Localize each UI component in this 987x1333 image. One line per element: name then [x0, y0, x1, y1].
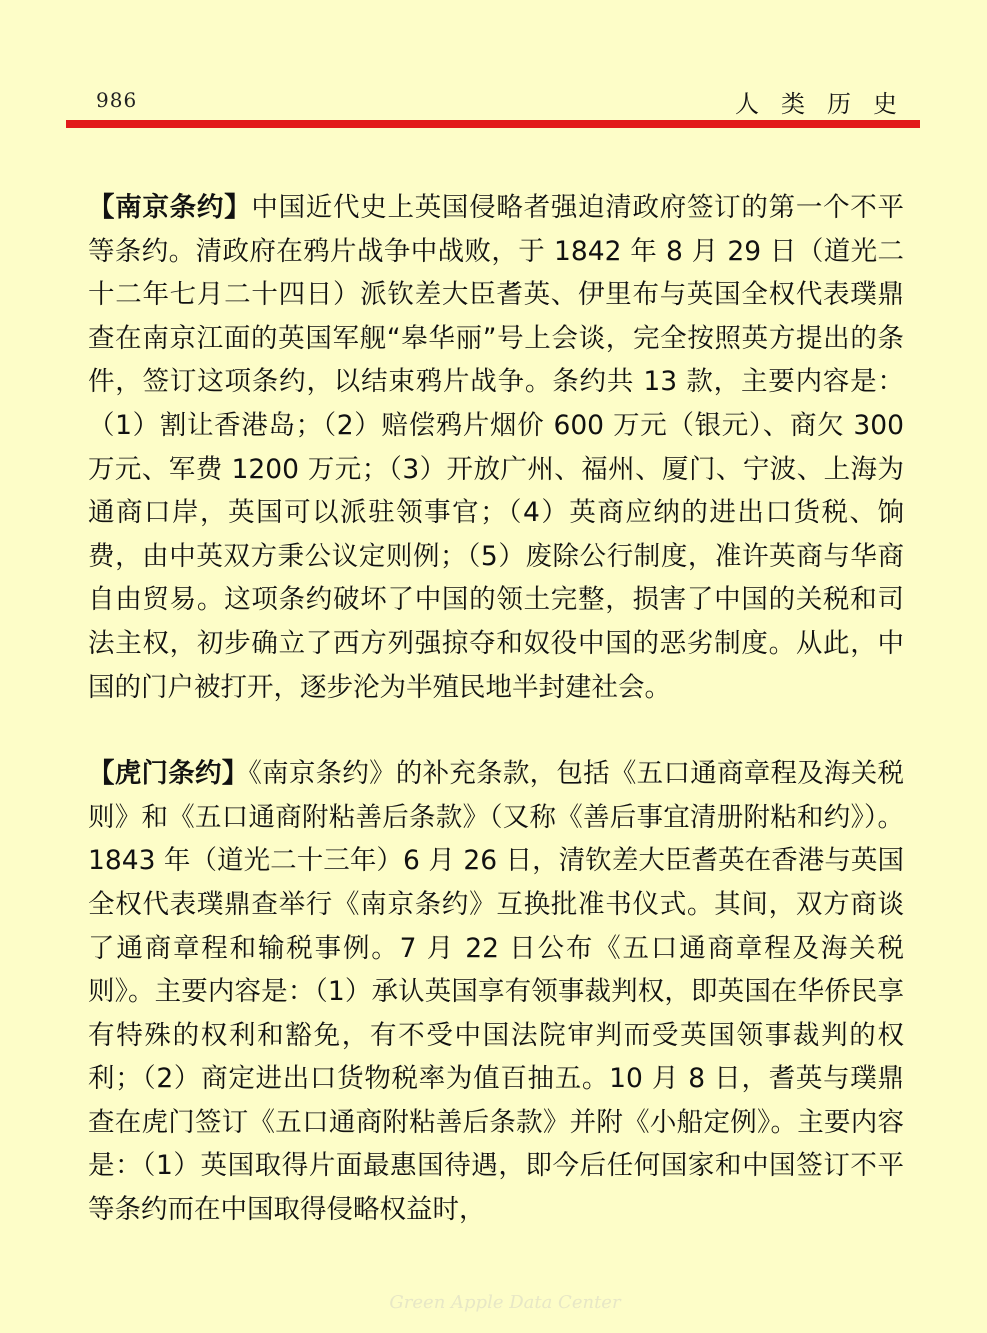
watermark: Green Apple Data Center [389, 1292, 621, 1313]
entry-nanjing-treaty [88, 186, 904, 709]
entry-term: 【南京条约】 [88, 192, 252, 223]
entry-term: 【虎门条约】 [88, 758, 249, 790]
entry-text: 《南京条约》的补充条款，包括《五口通商章程及海关税则》和《五口通商附粘善后条款》（又称《善后事宜清册附粘和约》）。1843 年（道光二十三年）6 月 26 日，清钦差大臣耆英在香港与英国全权代表璞鼎查举行《南京条约》互换批准书仪式。其间，双方商谈了通商章程和输税事例。7 月 22 日公布《五口通商章程及海关税则》。主要内容是：（1）承认英国享有领事裁判权，即英国在华侨民享有特殊的权利和豁免，有不受中国法院审判而受英国领事裁判的权利；（2）商定进出口货物税率为值百抽五。10 月 8 日，耆英与璞鼎查在虎门签订《五口通商附粘善后条款》并附《小船定例》。主要内容是：（1）英国取得片面最惠国待遇，即今后任何国家和中国签订不平等条约而在中国取得侵略权益时， [88, 758, 905, 1226]
page-number: 986 [96, 88, 138, 112]
entry-text: 中国近代史上英国侵略者强迫清政府签订的第一个不平等条约。清政府在鸦片战争中战败，于 1842 年 8 月 29 日（道光二十二年七月二十四日）派钦差大臣耆英、伊里布与英国全权代表璞鼎查在南京江面的英国军舰“皋华丽”号上会谈，完全按照英方提出的条件，签订这项条约，以结束鸦片战争。条约共 13 款，主要内容是：（1）割让香港岛；（2）赔偿鸦片烟价 600 万元（银元）、商欠 300 万元、军费 1200 万元；（3）开放广州、福州、厦门、宁波、上海为通商口岸，英国可以派驻领事官；（4）英商应纳的进出口货税、饷费，由中英双方秉公议定则例；（5）废除公行制度，准许英商与华商自由贸易。这项条约破坏了中国的领土完整，损害了中国的关税和司法主权，初步确立了西方列强掠夺和奴役中国的恶劣制度。从此，中国的门户被打开，逐步沦为半殖民地半封建社会。 [88, 192, 905, 703]
entry-humen-treaty [88, 752, 904, 1232]
running-title: 人类历史 [735, 90, 919, 118]
page-content [88, 186, 904, 1232]
header-rule [66, 120, 920, 128]
